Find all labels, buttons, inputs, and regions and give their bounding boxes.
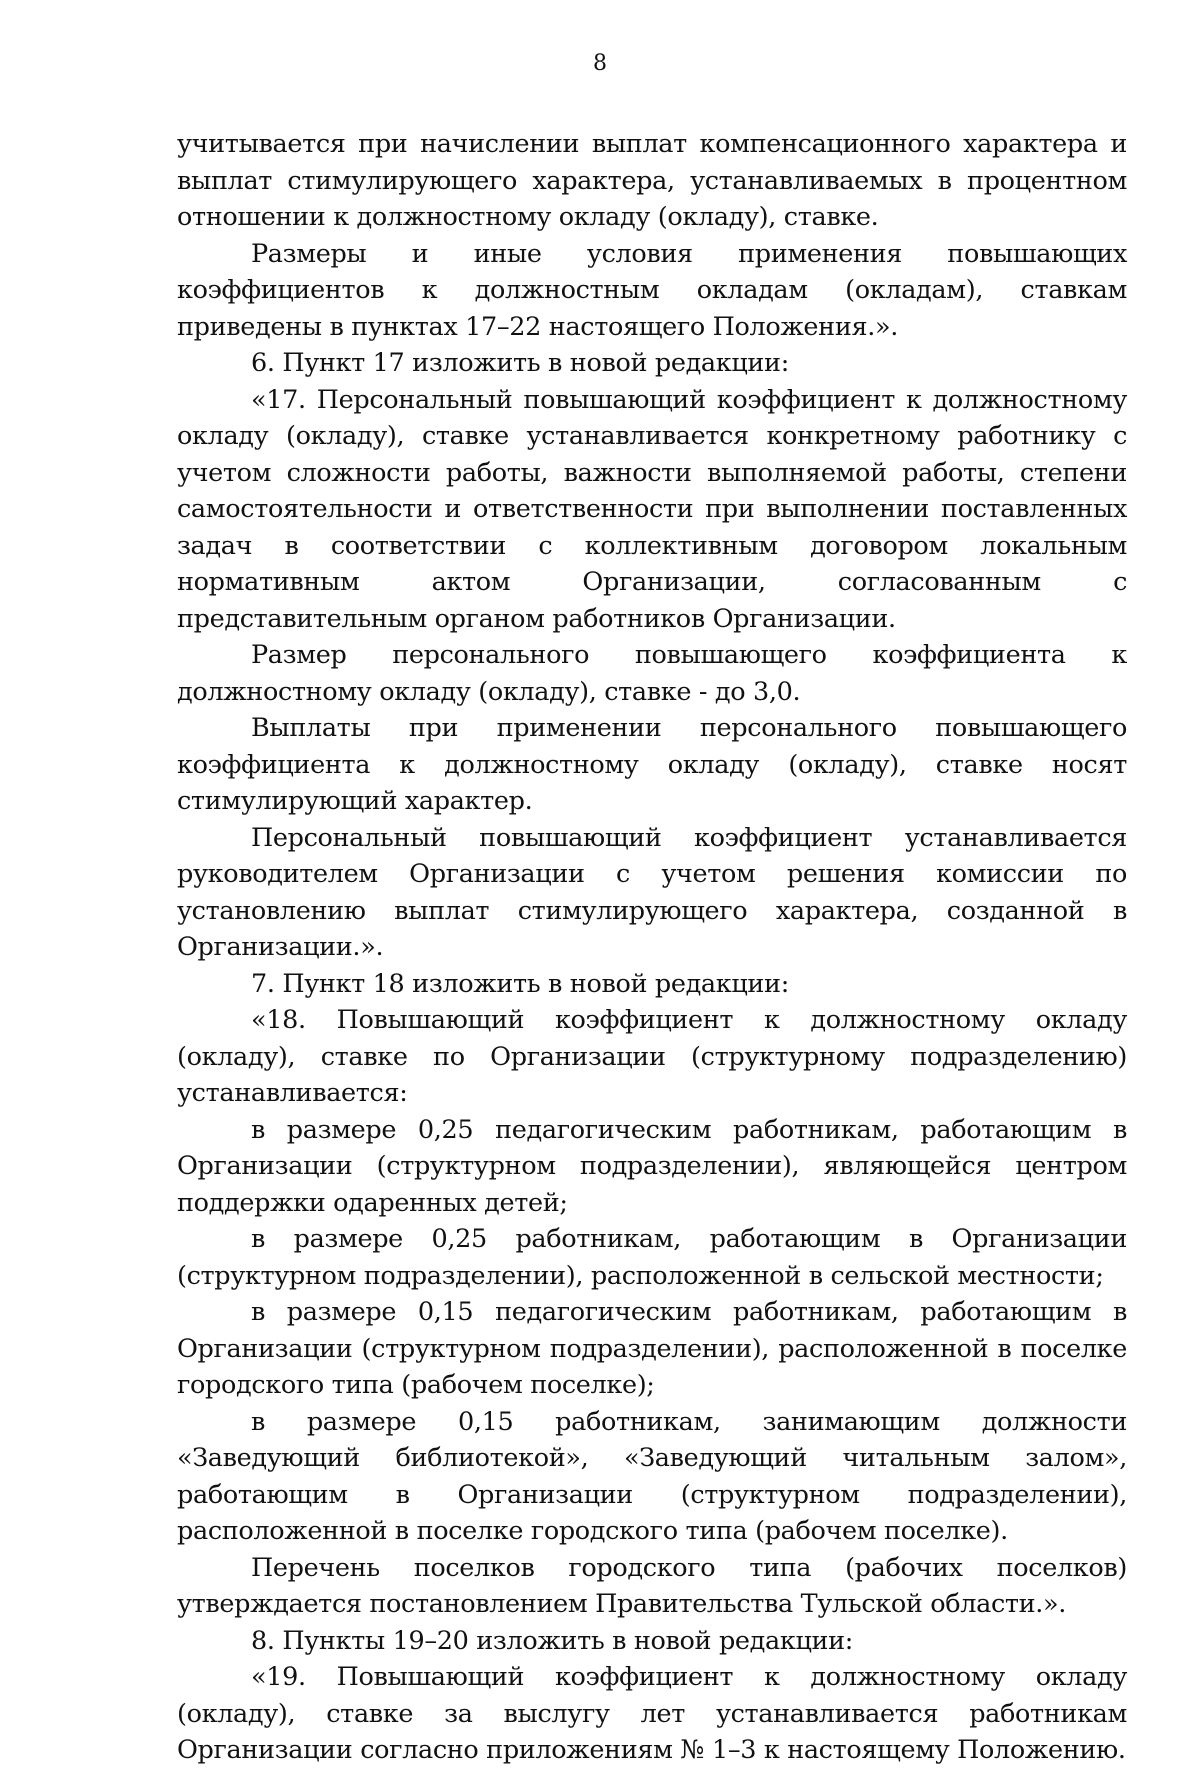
paragraph: в размере 0,25 педагогическим работникам, работающим в Организации (структурном подразделении), являющейся центром поддержки одаренных детей;: [177, 1114, 1127, 1218]
paragraph: в размере 0,15 педагогическим работникам, работающим в Организации (структурном подразделении), расположенной в поселке городского типа (рабочем поселке);: [177, 1297, 1127, 1400]
paragraph: учитывается при начислении выплат компенсационного характера и выплат стимулирующего характера, устанавливаемых в процентном отношении к должностному окладу (окладу), ставке.: [177, 129, 1127, 232]
paragraph: Перечень поселков городского типа (рабочих поселков) утверждается постановлением Правительства Тульской области.».: [177, 1552, 1127, 1619]
paragraph: «19. Повышающий коэффициент к должностному окладу (окладу), ставке за выслугу лет устанавливается работникам Организации согласно приложениям № 1–3 к настоящему Положению.: [177, 1662, 1127, 1765]
paragraph: Размеры и иные условия применения повышающих коэффициентов к должностным окладам (окладам), ставкам приведены в пунктах 17–22 настоящего Положения.».: [177, 238, 1127, 342]
paragraph: Персональный повышающий коэффициент устанавливается руководителем Организации с учетом решения комиссии по установлению выплат стимулирующего характера, созданной в Организации.».: [177, 822, 1127, 962]
paragraph: в размере 0,25 работникам, работающим в Организации (структурном подразделении), расположенной в сельской местности;: [177, 1224, 1127, 1291]
paragraph: Выплаты при применении персонального повышающего коэффициента к должностному окладу (окладу), ставке носят стимулирующий характер.: [177, 713, 1127, 816]
paragraph: Размер персонального повышающего коэффициента к должностному окладу (окладу), ставке - до 3,0.: [177, 640, 1127, 707]
page-number: 8: [593, 51, 607, 76]
paragraph: 8. Пункты 19–20 изложить в новой редакции:: [251, 1625, 854, 1656]
paragraph: 6. Пункт 17 изложить в новой редакции:: [251, 348, 789, 378]
paragraph: 7. Пункт 18 изложить в новой редакции:: [251, 968, 789, 999]
document-body: [177, 126, 1127, 1769]
paragraph: в размере 0,15 работникам, занимающим должности «Заведующий библиотекой», «Заведующий читальным залом», работающим в Организации (структурном подразделении), расположенной в поселке городского типа (рабочем поселке).: [177, 1406, 1127, 1546]
paragraph: «18. Повышающий коэффициент к должностному окладу (окладу), ставке по Организации (структурному подразделению) устанавливается:: [177, 1005, 1127, 1108]
paragraph: «17. Персональный повышающий коэффициент к должностному окладу (окладу), ставке устанавливается конкретному работнику с учетом сложности работы, важности выполняемой работы, степени самостоятельности и ответственности при выполнении поставленных задач в соответствии с коллективным договором локальным нормативным актом Организации, согласованным с представительным органом работников Организации.: [177, 384, 1127, 634]
